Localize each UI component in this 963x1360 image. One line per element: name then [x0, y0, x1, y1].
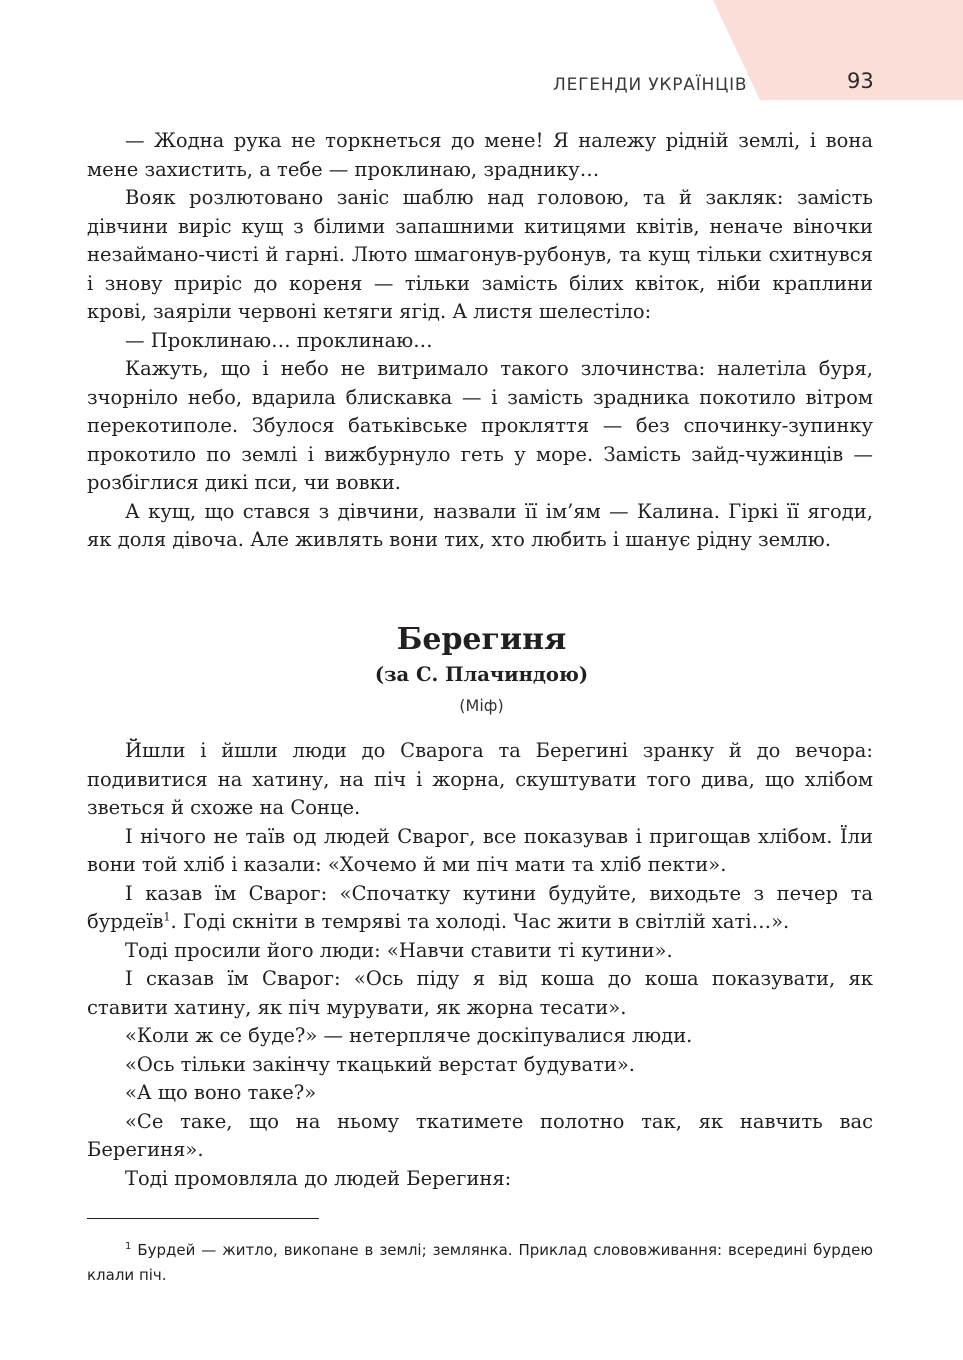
paragraph: Тоді просили його люди: «Навчи ставити ті кутини». [125, 938, 673, 962]
paragraph: «А що воно таке?» [125, 1081, 317, 1104]
paragraph-text: І казав їм Сварог: «Спочатку кутини будуйте, виходьте з печер та бурдеїв [87, 881, 873, 933]
paragraph: «Се таке, що на ньому ткатимете полотно так, як навчить вас Берегиня». [87, 1109, 873, 1161]
paragraph: — Проклинаю… проклинаю… [125, 328, 433, 352]
running-title: ЛЕГЕНДИ УКРАЇНЦІВ [553, 75, 748, 95]
footnote-divider [87, 1218, 319, 1219]
section-genre: (Міф) [459, 696, 504, 715]
top-text-block [87, 127, 873, 555]
paragraph: І сказав їм Сварог: «Ось піду я від коша до коша показувати, як ставити хатину, як піч мурувати, як жорна тесати». [87, 967, 873, 1019]
page-number: 93 [847, 69, 874, 93]
paragraph: — Жодна рука не торкнеться до мене! Я належу рідній землі, і вона мене захистить, а тебе — проклинаю, зраднику… [87, 129, 873, 181]
paragraph: Кажуть, що і небо не витримало такого злочинства: налетіла буря, зчорніло небо, вдарила блискавка — і замість зрадника покотило вітром перекотиполе. Збулося батьківське прокляття — без спочинку-зупинку прокотило по землі і вижбурнуло геть у море. Замість зайд-чужинців — розбіглися дикі пси, чи вовки. [87, 357, 873, 494]
footnote-text: Бурдей — житло, викопане в землі; землянка. Приклад слововживання: всередині бурдею клали піч. [87, 1241, 873, 1284]
page-corner-tab [713, 0, 963, 100]
footnote-ref[interactable]: 1 [163, 910, 171, 924]
paragraph: А кущ, що стався з дівчини, назвали її ім’ям — Калина. Гіркі її ягоди, як доля дівоча. Але живлять вони тих, хто любить і шанує рідну землю. [87, 499, 873, 551]
paragraph-text: . Годі скніти в темряві та холоді. Час жити в світлій хаті…». [170, 910, 790, 933]
footnote [87, 1238, 873, 1288]
footnote-marker: 1 [125, 1241, 132, 1252]
paragraph: І нічого не таїв од людей Сварог, все показував і пригощав хлібом. Їли вони той хліб і казали: «Хочемо й ми піч мати та хліб пекти». [87, 824, 873, 876]
section-author: (за С. Плачиндою) [374, 663, 589, 686]
paragraph: Йшли і йшли люди до Сварога та Берегині зранку й до вечора: подивитися на хатину, на піч і жорна, скуштувати того дива, що хлібом зветься й схоже на Сонце. [87, 739, 873, 819]
paragraph: «Коли ж се буде?» — нетерпляче доскіпувалися люди. [125, 1024, 693, 1047]
paragraph: Тоді промовляла до людей Берегиня: [125, 1166, 512, 1190]
bottom-text-block [87, 737, 873, 1193]
paragraph: «Ось тільки закінчу ткацький верстат будувати». [125, 1052, 635, 1076]
paragraph-with-footnote-ref [87, 880, 873, 937]
section-title: Берегиня [396, 622, 567, 657]
paragraph: Вояк розлютовано заніс шаблю над головою, та й закляк: замість дівчини виріс кущ з білими запашними китицями квітів, неначе віночки незаймано-чисті й гарні. Люто шмагонув-рубонув, та кущ тільки схитнувся і знову приріс до кореня — тільки замість білих квіток, ніби краплини крові, заяріли червоні кетяги ягід. А листя шелестіло: [87, 186, 873, 323]
